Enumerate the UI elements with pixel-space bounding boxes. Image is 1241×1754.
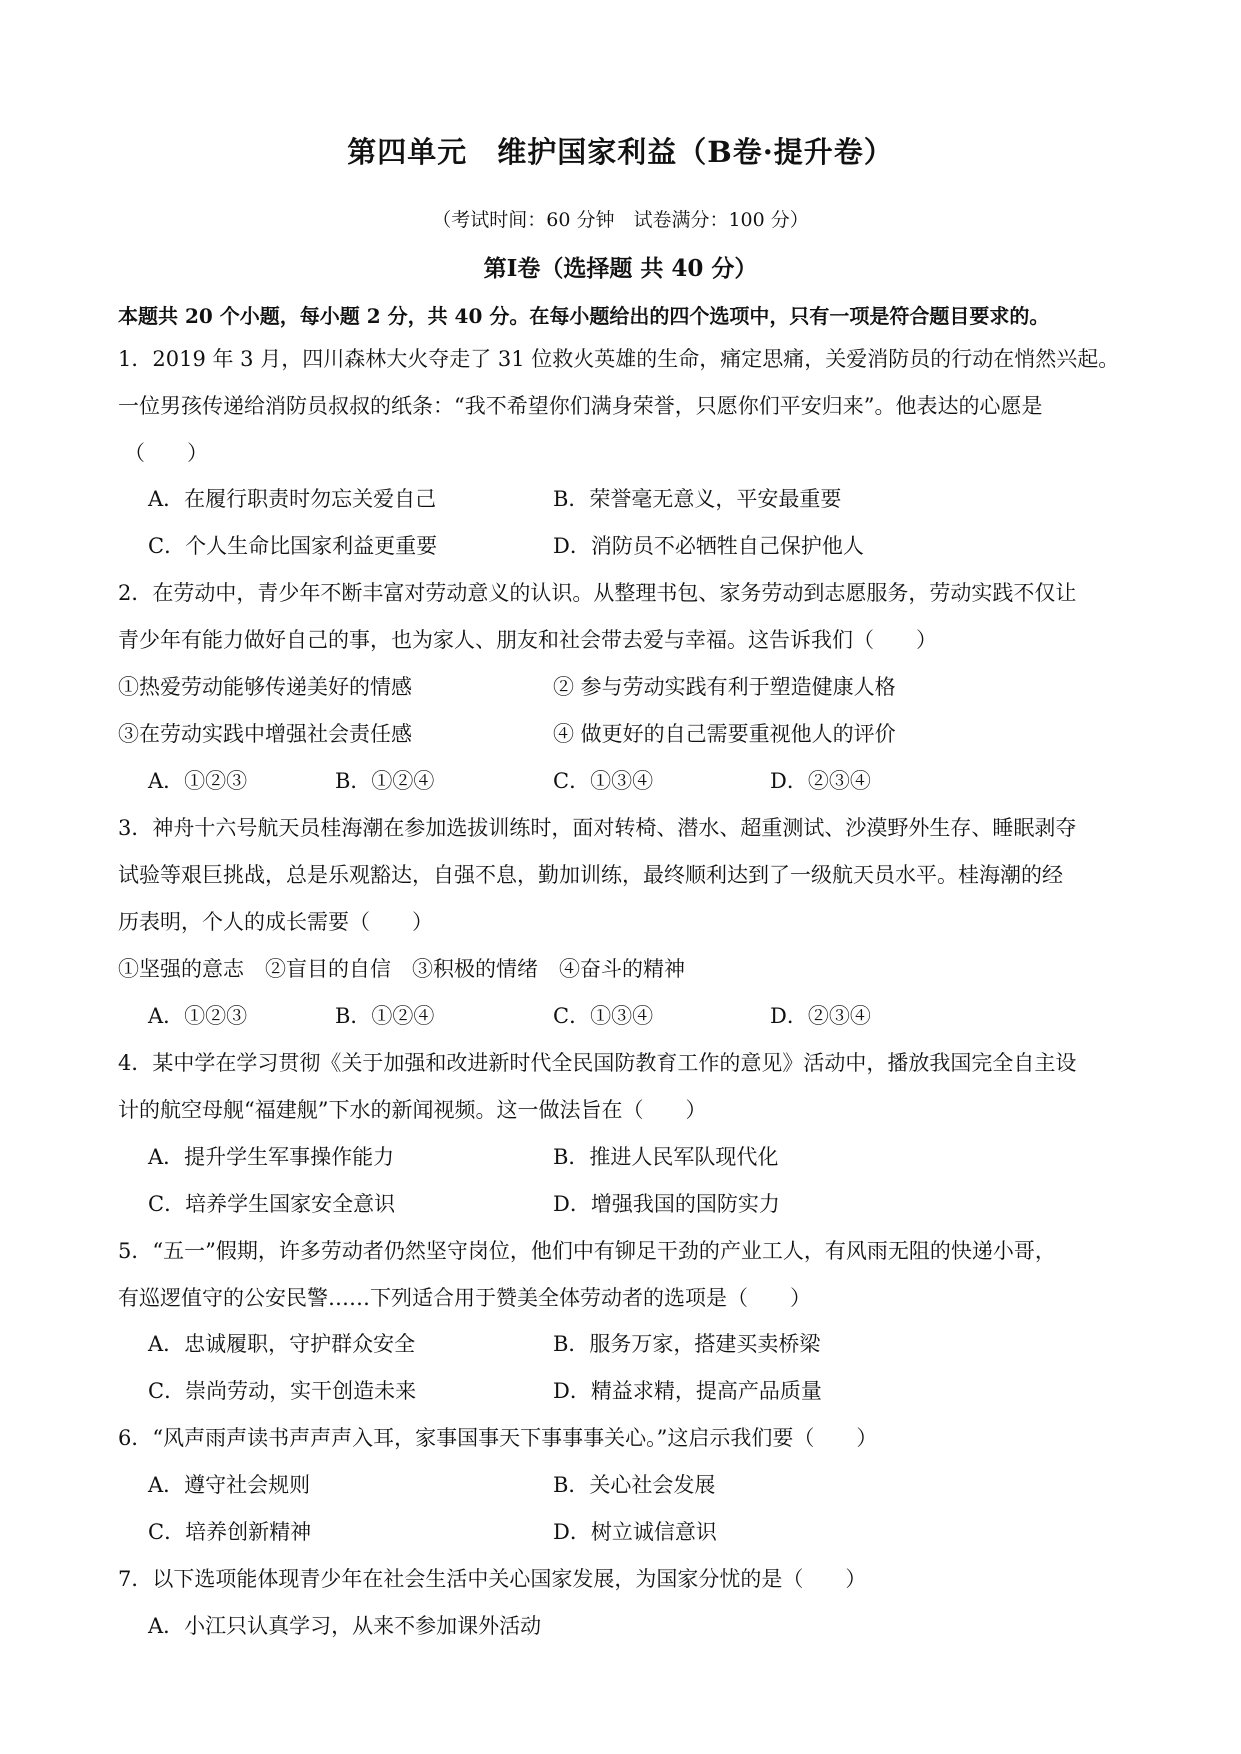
- statement-4: ④ 做更好的自己需要重视他人的评价: [553, 722, 896, 746]
- option-c: C．①③④: [553, 769, 654, 793]
- question-text-line: 3．神舟十六号航天员桂海潮在参加选拔训练时，面对转椅、潜水、超重测试、沙漠野外生存、睡眠剥夺: [118, 816, 1077, 840]
- option-c: C．培养学生国家安全意识: [148, 1192, 396, 1216]
- option-a: A．在履行职责时勿忘关爱自己: [148, 487, 437, 511]
- option-b: B．荣誉毫无意义，平安最重要: [553, 487, 842, 511]
- question-text-line: 1．2019 年 3 月，四川森林大火夺走了 31 位救火英雄的生命，痛定思痛，关爱消防员的行动在悄然兴起。: [118, 347, 1120, 371]
- option-c: C．培养创新精神: [148, 1520, 312, 1544]
- option-d: D．消防员不必牺牲自己保护他人: [553, 534, 864, 558]
- option-b: B．服务万家，搭建买卖桥梁: [553, 1332, 821, 1356]
- statements-line: ①坚强的意志 ②盲目的自信 ③积极的情绪 ④奋斗的精神: [118, 957, 685, 981]
- question-text-line: 一位男孩传递给消防员叔叔的纸条：“我不希望你们满身荣誉，只愿你们平安归来”。他表达的心愿是: [118, 394, 1043, 418]
- question-text-line: 青少年有能力做好自己的事，也为家人、朋友和社会带去爱与幸福。这告诉我们（ ）: [118, 628, 937, 652]
- option-a: A．①②③: [148, 1004, 248, 1028]
- option-a: A．①②③: [148, 769, 248, 793]
- question-text-line: 试验等艰巨挑战，总是乐观豁达，自强不息，勤加训练，最终顺利达到了一级航天员水平。桂海潮的经: [118, 863, 1063, 887]
- statement-2: ② 参与劳动实践有利于塑造健康人格: [553, 675, 896, 699]
- option-b: B．①②④: [335, 1004, 435, 1028]
- option-d: D．树立诚信意识: [553, 1520, 717, 1544]
- option-c: C．个人生命比国家利益更重要: [148, 534, 438, 558]
- option-c: C．崇尚劳动，实干创造未来: [148, 1379, 417, 1403]
- question-text-line: 5．“五一”假期，许多劳动者仍然坚守岗位，他们中有铆足干劲的产业工人，有风雨无阻的快递小哥，: [118, 1239, 1056, 1263]
- option-b: B．①②④: [335, 769, 435, 793]
- statement-3: ③在劳动实践中增强社会责任感: [118, 722, 412, 746]
- answer-bracket: （ ）: [124, 441, 208, 465]
- question-text-line: 有巡逻值守的公安民警……下列适合用于赞美全体劳动者的选项是（ ）: [118, 1286, 811, 1310]
- statement-1: ①热爱劳动能够传递美好的情感: [118, 675, 412, 699]
- option-a: A．提升学生军事操作能力: [148, 1145, 395, 1169]
- option-a: A．遵守社会规则: [148, 1473, 311, 1497]
- exam-info: （考试时间：60 分钟 试卷满分：100 分）: [432, 209, 809, 231]
- question-text-line: 7．以下选项能体现青少年在社会生活中关心国家发展，为国家分忧的是（ ）: [118, 1567, 867, 1591]
- option-a: A．忠诚履职，守护群众安全: [148, 1332, 416, 1356]
- question-text-line: 4．某中学在学习贯彻《关于加强和改进新时代全民国防教育工作的意见》活动中，播放我国完全自主设: [118, 1051, 1077, 1075]
- option-d: D．精益求精，提高产品质量: [553, 1379, 822, 1403]
- question-text-line: 历表明，个人的成长需要（ ）: [118, 910, 433, 934]
- option-c: C．①③④: [553, 1004, 654, 1028]
- instructions: 本题共 20 个小题，每小题 2 分，共 40 分。在每小题给出的四个选项中，只有一项是符合题目要求的。: [118, 304, 1050, 328]
- question-text-line: 2．在劳动中，青少年不断丰富对劳动意义的认识。从整理书包、家务劳动到志愿服务，劳动实践不仅让: [118, 581, 1077, 605]
- question-text-line: 6．“风声雨声读书声声声入耳，家事国事天下事事事关心。”这启示我们要（ ）: [118, 1426, 878, 1450]
- option-b: B．推进人民军队现代化: [553, 1145, 779, 1169]
- option-b: B．关心社会发展: [553, 1473, 716, 1497]
- option-d: D．②③④: [770, 769, 871, 793]
- option-d: D．②③④: [770, 1004, 871, 1028]
- option-a: A．小江只认真学习，从来不参加课外活动: [148, 1614, 542, 1638]
- option-d: D．增强我国的国防实力: [553, 1192, 780, 1216]
- section-heading: 第Ⅰ卷（选择题 共 40 分）: [483, 255, 758, 282]
- page-title: 第四单元 维护国家利益（B卷·提升卷）: [347, 135, 894, 169]
- question-text-line: 计的航空母舰“福建舰”下水的新闻视频。这一做法旨在（ ）: [118, 1098, 707, 1122]
